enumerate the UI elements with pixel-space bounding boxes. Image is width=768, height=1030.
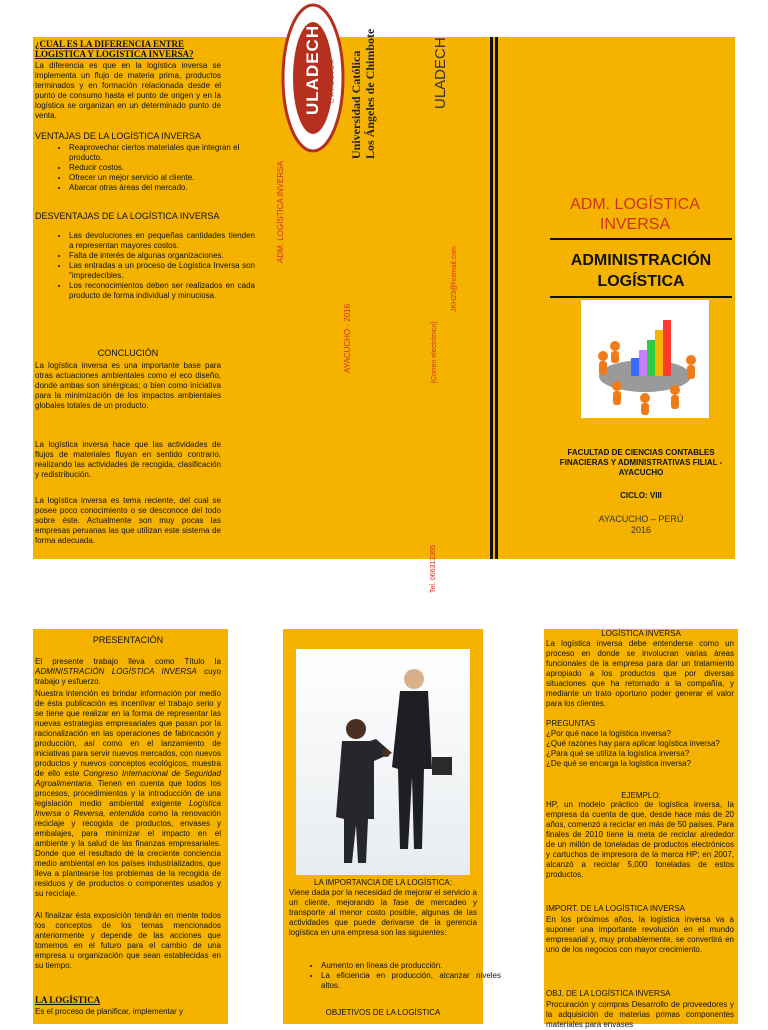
list-item: • Reducir costos. xyxy=(69,163,255,173)
vertical-uladech: ULADECH xyxy=(432,37,449,109)
importance-title: LA IMPORTANCIA DE LA LOGÍSTICA: xyxy=(314,878,452,887)
import-text: En los próximos años, la logística inversa va a suponer una importante revolución en el mundo empresarial y, muy probablemente, se convertirá en uno de los negocios con mayor crecimiento. xyxy=(546,915,734,954)
list-item: ¿De qué se encarga la logística inversa? xyxy=(546,759,691,768)
p1-italic: ADMINISTRACIÓN LOGÍSTICA INVERSA xyxy=(35,667,197,676)
preguntas-list xyxy=(546,729,734,769)
ventajas-title: VENTAJAS DE LA LOGÍSTICA INVERSA xyxy=(35,131,201,141)
cover-title: ADM. LOGÍSTICA INVERSA xyxy=(570,196,700,233)
li-title: LOGÍSTICA INVERSA xyxy=(601,629,681,638)
page1-left-panel xyxy=(33,37,275,559)
list-item: • Las entradas a un proceso de Logística Inversa son "impredecibles. xyxy=(69,261,255,281)
page1-right-panel xyxy=(495,37,735,559)
p1-text-a: El presente trabajo lleva como Título la xyxy=(35,657,221,666)
meeting-chart-image xyxy=(581,300,709,418)
list-item: • Ofrecer un mejor servicio al cliente. xyxy=(69,173,255,183)
conclusion-p2: La logística inversa hace que las actividades de flujos de materiales fluyan en sentido contrario, realizando las actividades de recogida, clasificación y redistribución. xyxy=(35,440,221,479)
vertical-place: AYACUCHO - 2016 xyxy=(343,303,352,373)
list-item: ¿Por qué nace la logística inversa? xyxy=(546,729,671,738)
place-text: AYACUCHO – PERÚ xyxy=(598,514,684,524)
list-item: • Reaprovechar ciertos materiales que integran el producto. xyxy=(69,143,255,163)
uladech-logo xyxy=(281,3,345,153)
handshake-icon xyxy=(296,649,470,875)
ventajas-list xyxy=(39,143,255,193)
list-item: ¿Para qué se utiliza la logística inversa? xyxy=(546,749,690,758)
meeting-chart-icon xyxy=(581,300,709,418)
p2-text-a: Nuestra intención es brindar información por medio de ésta publicación es incentivar el trabajo serio y se tiene que realizar en la forma de representar las nuevas estrategias empresariales que pasan por la racionalización en las operaciones de fabricación y producción, así como en el lanzamiento de iniciativas para servir nuevos mercados, con nuevos productos y nuevos conceptos ecológicos, muestra de ello este xyxy=(35,689,221,778)
importance-list xyxy=(291,961,501,991)
p2-italic: Congreso Internacional de Seguridad Agroalimentaria xyxy=(35,769,221,788)
presentacion-p3: Al finalizar ésta exposición tendrán en mente todos los conceptos de los temas mencionados anteriormente y depende de las acciones que tomemos en el futuro para el cambio de una empresa u organización que sean establecidas en su tiempo. xyxy=(35,911,221,970)
divider-line xyxy=(490,37,493,559)
presentacion-p2 xyxy=(35,689,221,899)
list-item: • Las devoluciones en pequeñas cantidades tienden a representan mayores costos. xyxy=(69,231,255,251)
logo-ring-text: CATÓLICA xyxy=(330,57,336,103)
ejemplo-text: HP, un modelo práctico de logística inversa, la empresa da cuenta de que, desde hace más de 20 años, comenzó a reciclar en más de 50 países. Para finales de 2010 tiene la meta de reciclar alrededor de un millón de toneladas de productos electrónicos y cartuchos de impresora de la marca HP; en 2007, alcanzó a reciclar 5,000 toneladas de estos productos. xyxy=(546,800,734,879)
list-item: • La eficiencia en producción, alcanzar niveles altos. xyxy=(321,971,501,991)
objetivos-title: OBJETIVOS DE LA LOGÍSTICA xyxy=(325,1008,441,1017)
vertical-email-label: [Correo electrónico] xyxy=(431,321,438,383)
list-item: • Los reconocimientos deben ser realizados en cada producto de forma individual y minuciosa. xyxy=(69,281,255,301)
cover-subtitle: ADMINISTRACIÓN LOGÍSTICA xyxy=(570,252,712,290)
ciclo-text: CICLO: VIII xyxy=(620,491,662,500)
presentacion-p1 xyxy=(35,657,221,687)
conclusion-p1: La logística inversa es una importante base para otras actuaciones ambientales como el eco diseño, donde ambas son sinérgicas; o bien como iniciativa para la minimización de los impactos ambientales globales totales de un producto. xyxy=(35,361,221,410)
list-item: • Aumento en líneas de producción. xyxy=(321,961,501,971)
list-item: • Abarcar otras áreas del mercado. xyxy=(69,183,255,193)
logistica-text: Es el proceso de planificar, implementar y xyxy=(35,1007,184,1016)
vertical-phone: Tel. 066313365 xyxy=(430,545,437,593)
obj-title: OBJ. DE LA LOGÍSTICA INVERSA xyxy=(546,989,671,998)
p1-text-b: cuyo trabajo y esfuerzo. xyxy=(35,667,222,686)
handshake-image xyxy=(296,649,470,875)
page1-middle-panel xyxy=(275,24,495,593)
vertical-email: JKH23@hotmail.com xyxy=(451,246,458,312)
page2-right-panel xyxy=(544,629,738,1029)
title-rule xyxy=(550,238,732,240)
presentacion-title: PRESENTACIÓN xyxy=(92,635,164,645)
page2-middle-panel xyxy=(283,629,501,1024)
logistica-title: LA LOGÍSTICA xyxy=(35,995,101,1005)
diff-question-title: ¿CUAL ES LA DIFERENCIA ENTRE LOGISTICA Y LOGISTICA INVERSA? xyxy=(35,39,194,59)
ejemplo-title: EJEMPLO: xyxy=(621,791,661,800)
page2-left-panel xyxy=(33,629,228,1024)
diff-question-text: La diferencia es que en la logística inversa se implementa un flujo de materia prima, productos terminados y en formación relacionada desde el punto de consumo hasta el punto de origen y en la logística se organizan en un determinado punto de venta. xyxy=(35,61,221,120)
preguntas-title: PREGUNTAS xyxy=(546,719,596,728)
desventajas-title: DESVENTAJAS DE LA LOGÍSTICA INVERSA xyxy=(35,211,220,221)
faculty-text: FACULTAD DE CIENCIAS CONTABLES FINACIERAS Y ADMINISTRATIVAS FILIAL - AYACUCHO xyxy=(559,448,723,477)
p2-italic2: Logística Inversa o Reversa, entendida xyxy=(35,799,221,818)
p2-text-b: . Tienen en cuenta que todos los procesos, procedimientos y la introducción de una legislación medio ambiental exigente xyxy=(35,779,221,808)
li-text: La logística inversa debe entenderse como un proceso en donde se involucran varias áreas funcionales de la empresa para dar un tratamiento apropiado a los productos que por diversas situaciones que ha retornado a la compañía, y mediante un trato oportuno poder generar el valor para los clientes. xyxy=(546,639,734,708)
logo-text: ULADECH xyxy=(303,24,322,115)
vertical-title: ADM. LOGÍSTICA INVERSA xyxy=(276,161,285,263)
list-item: ¿Qué razones hay para aplicar logística inversa? xyxy=(546,739,720,748)
conclusion-p3: La logística inversa es tema reciente, del cual se posee poco conocimiento o se desconoce del todo sobre éste. Actualmente son muy pocas las empresas peruanas las que utilizan este sistema de forma adecuada. xyxy=(35,496,221,545)
conclusion-title: CONCLUCIÓN xyxy=(97,348,159,358)
university-name-line2: Los Ángeles de Chimbote xyxy=(363,28,377,159)
list-item: • Falta de interés de algunas organizaciones. xyxy=(69,251,255,261)
university-name-line1: Universidad Católica xyxy=(349,50,363,159)
obj-text: Procuración y compras Desarrollo de proveedores y la adquisición de materias primas componentes materiales para envases xyxy=(546,1000,734,1029)
importance-text: Viene dada por la necesidad de mejorar el servicio a un cliente, mejorando la fase de mercadeo y transporte al menor costo posible, algunas de las actividades que puede derivarse de la gerencia logística en una empresa son las siguientes: xyxy=(289,888,477,937)
subtitle-rule xyxy=(550,296,732,298)
divider-line xyxy=(495,37,498,559)
import-title: IMPORT. DE LA LOGÍSTICA INVERSA xyxy=(546,904,686,913)
desventajas-list xyxy=(39,231,255,301)
p2-text-c: como la renovación reciclaje y recogida de productos, envases y embalajes, para minimizar el impacto en el ambiente y la salud de las finanzas empresariales. Donde que el resultado de la creciente conciencia medio ambiental en los países industrializados, que lleva a plantearse los problemas de la recogida de residuos y de productos o componentes usados y su reciclaje. xyxy=(35,809,221,898)
year-text: 2016 xyxy=(630,525,652,535)
